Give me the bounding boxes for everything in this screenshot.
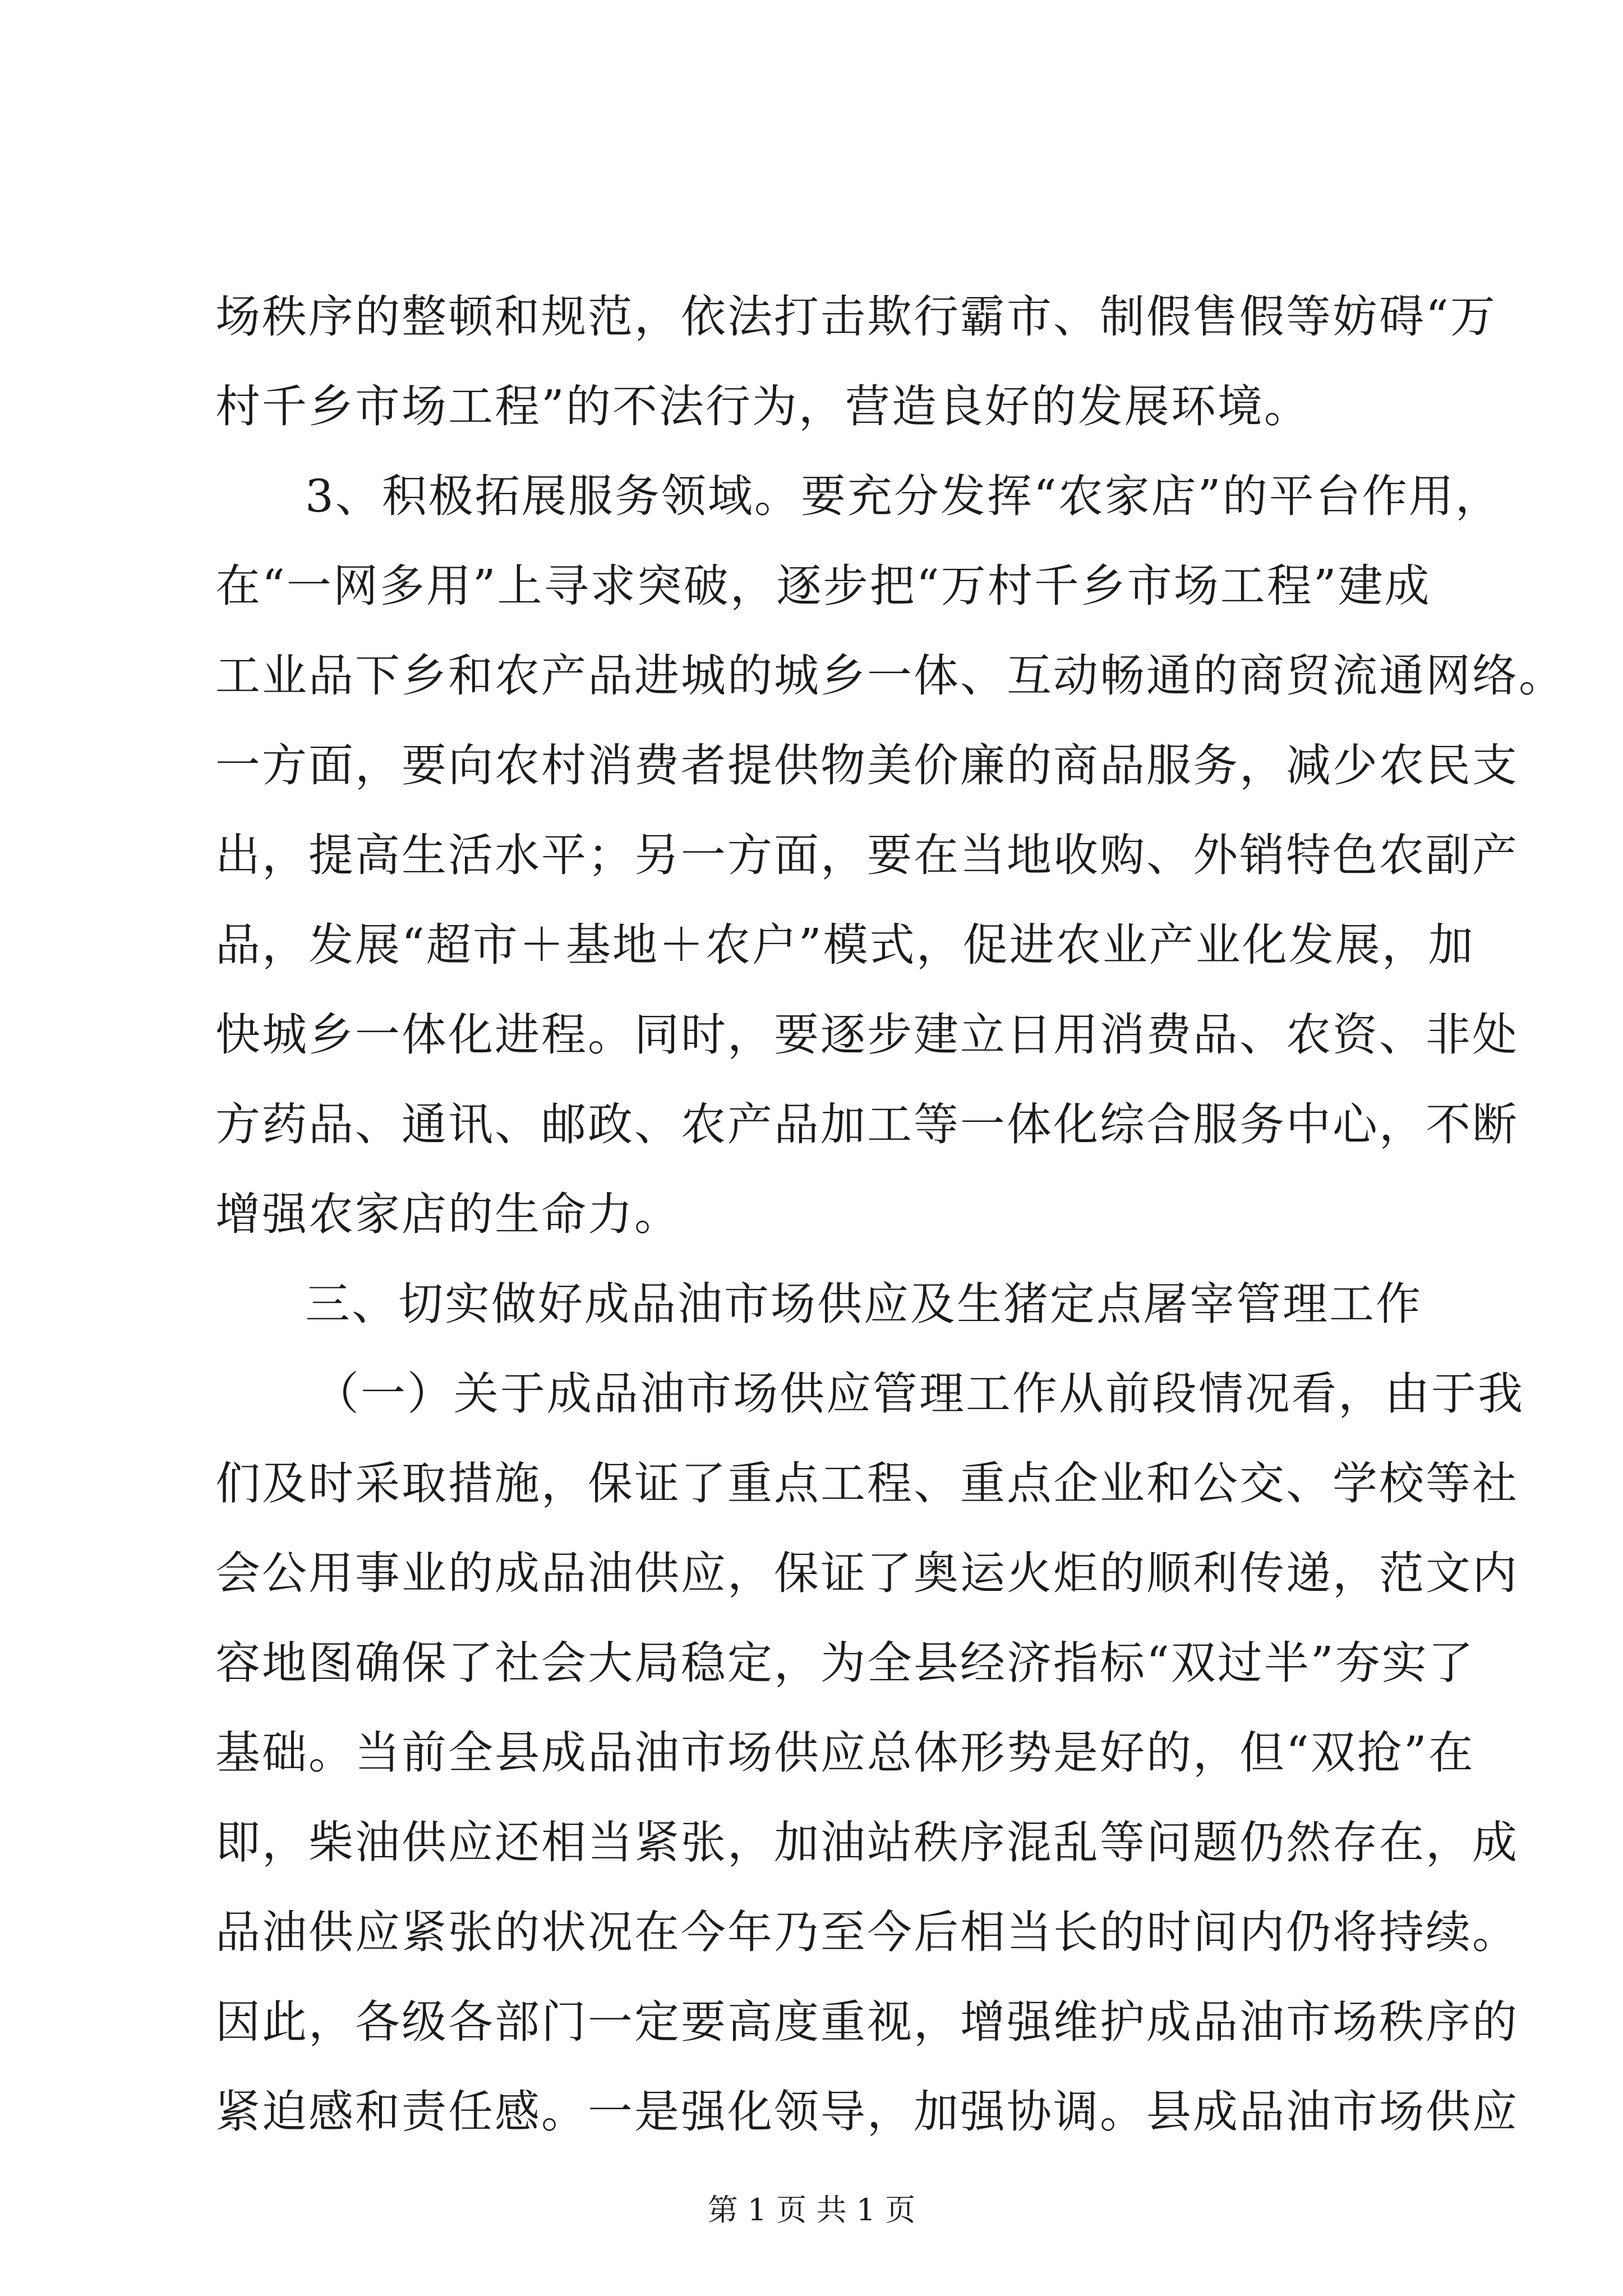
body-text-line: 村千乡市场工程”的不法行为，营造良好的发展环境。 — [215, 380, 1311, 432]
section-heading: 三、切实做好成品油市场供应及生猪定点屠宰管理工作 — [305, 1278, 1422, 1330]
body-text-line: 快城乡一体化进程。同时，要逐步建立日用消费品、农资、非处 — [215, 1009, 1519, 1061]
body-text-line: 会公用事业的成品油供应，保证了奥运火炬的顺利传递，范文内 — [215, 1547, 1519, 1599]
body-text-line: 场秩序的整顿和规范，依法打击欺行霸市、制假售假等妨碍“万 — [215, 291, 1497, 343]
body-text-line: 即，柴油供应还相当紧张，加油站秩序混乱等问题仍然存在，成 — [215, 1816, 1519, 1869]
body-text-line: 增强农家店的生命力。 — [215, 1188, 681, 1240]
body-text-line: 紧迫感和责任感。一是强化领导，加强协调。县成品油市场供应 — [215, 2086, 1519, 2138]
body-text-line: 在“一网多用”上寻求突破，逐步把“万村千乡市场工程”建成 — [215, 560, 1431, 612]
page-number-footer: 第 1 页 共 1 页 — [707, 2192, 916, 2228]
body-text-line: 容地图确保了社会大局稳定，为全县经济指标“双过半”夯实了 — [215, 1637, 1475, 1689]
body-text-line: 工业品下乡和农产品进城的城乡一体、互动畅通的商贸流通网络。 — [215, 650, 1565, 702]
body-text-line: 方药品、通讯、邮政、农产品加工等一体化综合服务中心，不断 — [215, 1098, 1519, 1151]
body-text-line: 们及时采取措施，保证了重点工程、重点企业和公交、学校等社 — [215, 1457, 1519, 1510]
body-text-line: （一）关于成品油市场供应管理工作从前段情况看，由于我 — [314, 1368, 1524, 1420]
body-text-line: 品，发展“超市＋基地＋农户”模式，促进农业产业化发展，加 — [215, 919, 1475, 971]
body-text-line: 基础。当前全县成品油市场供应总体形势是好的，但“双抢”在 — [215, 1727, 1475, 1779]
body-text-line: 因此，各级各部门一定要高度重视，增强维护成品油市场秩序的 — [215, 1996, 1519, 2048]
body-text-line: 品油供应紧张的状况在今年乃至今后相当长的时间内仍将持续。 — [215, 1906, 1519, 1958]
body-text-line: 一方面，要向农村消费者提供物美价廉的商品服务，减少农民支 — [215, 739, 1519, 792]
body-text-line: 3、积极拓展服务领域。要充分发挥“农家店”的平台作用， — [305, 470, 1502, 522]
body-text-line: 出，提高生活水平；另一方面，要在当地收购、外销特色农副产 — [215, 829, 1519, 881]
